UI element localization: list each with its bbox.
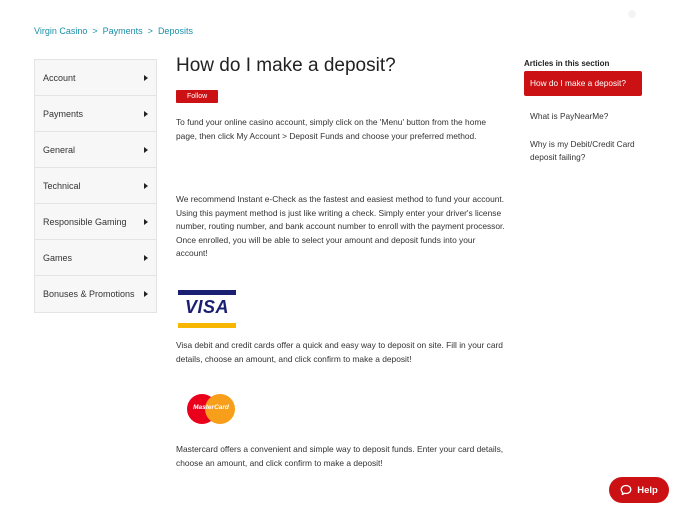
visa-logo-top-bar	[178, 290, 236, 295]
articles-section-heading: Articles in this section	[524, 59, 610, 68]
visa-logo-text: VISA	[184, 297, 229, 317]
sidebar-item-label: Technical	[43, 180, 81, 191]
page-title: How do I make a deposit?	[176, 55, 396, 76]
breadcrumb-virgin-casino[interactable]: Virgin Casino	[34, 26, 88, 36]
breadcrumb-separator: >	[92, 26, 98, 36]
sidebar-item-label: Responsible Gaming	[43, 216, 127, 227]
help-button[interactable]	[609, 477, 669, 503]
follow-button[interactable]: Follow	[176, 90, 218, 103]
sidebar-item-bonuses-promotions[interactable]	[35, 276, 156, 312]
sidebar-item-general[interactable]	[35, 132, 156, 168]
chevron-right-icon	[144, 255, 148, 261]
sidebar-item-account[interactable]	[35, 60, 156, 96]
articles-in-section	[524, 59, 642, 169]
top-indicator	[628, 10, 636, 18]
paragraph-visa: Visa debit and credit cards offer a quick and easy way to deposit on site. Fill in your card details, choose an amount, and click confirm to make a deposit!	[176, 340, 503, 364]
sidebar-item-label: Account	[43, 72, 76, 83]
sidebar-item-payments[interactable]	[35, 96, 156, 132]
paragraph-echeck: We recommend Instant e-Check as the fastest and easiest method to fund your account. Using this payment method is just like writing a check. Simply enter your driver's license number, routing number, and bank account number to enroll with the payment processor. Once enrolled, you will be able to select your amount and deposit funds into your account!	[176, 194, 505, 258]
article-link-make-deposit[interactable]: How do I make a deposit?	[524, 71, 642, 96]
breadcrumb-payments[interactable]: Payments	[102, 26, 143, 36]
sidebar-item-technical[interactable]	[35, 168, 156, 204]
sidebar-item-label: Games	[43, 252, 73, 263]
breadcrumb	[34, 26, 193, 36]
chevron-right-icon	[144, 111, 148, 117]
visa-logo-bottom-bar	[178, 323, 236, 328]
chevron-right-icon	[144, 183, 148, 189]
chevron-right-icon	[144, 291, 148, 297]
chevron-right-icon	[144, 147, 148, 153]
sidebar-item-label: Payments	[43, 108, 84, 119]
paragraph-mastercard: Mastercard offers a convenient and simple way to deposit funds. Enter your card details, choose an amount, and click confirm to make a deposit!	[176, 444, 504, 468]
visa-logo	[178, 290, 236, 328]
chat-bubble-icon	[620, 484, 632, 496]
help-button-label: Help	[637, 484, 658, 496]
article-body	[176, 54, 509, 468]
mastercard-logo-text: MasterCard	[193, 404, 229, 411]
paragraph-intro: To fund your online casino account, simply click on the 'Menu' button from the home page, then click My Account > Deposit Funds and choose your preferred method.	[176, 117, 486, 141]
chevron-right-icon	[144, 219, 148, 225]
sidebar-item-label: Bonuses & Promotions	[43, 289, 135, 299]
sidebar-item-label: General	[43, 144, 76, 155]
chevron-right-icon	[144, 75, 148, 81]
mastercard-logo	[187, 394, 235, 424]
article-link-paynearme[interactable]: What is PayNearMe?	[530, 110, 609, 121]
article-link-card-deposit-failing[interactable]: Why is my Debit/Credit Card deposit failing?	[530, 139, 635, 162]
breadcrumb-deposits[interactable]: Deposits	[157, 26, 193, 36]
sidebar-item-games[interactable]	[35, 240, 156, 276]
sidebar-item-responsible-gaming[interactable]	[35, 204, 156, 240]
breadcrumb-separator: >	[147, 26, 153, 36]
category-sidebar	[34, 59, 157, 313]
